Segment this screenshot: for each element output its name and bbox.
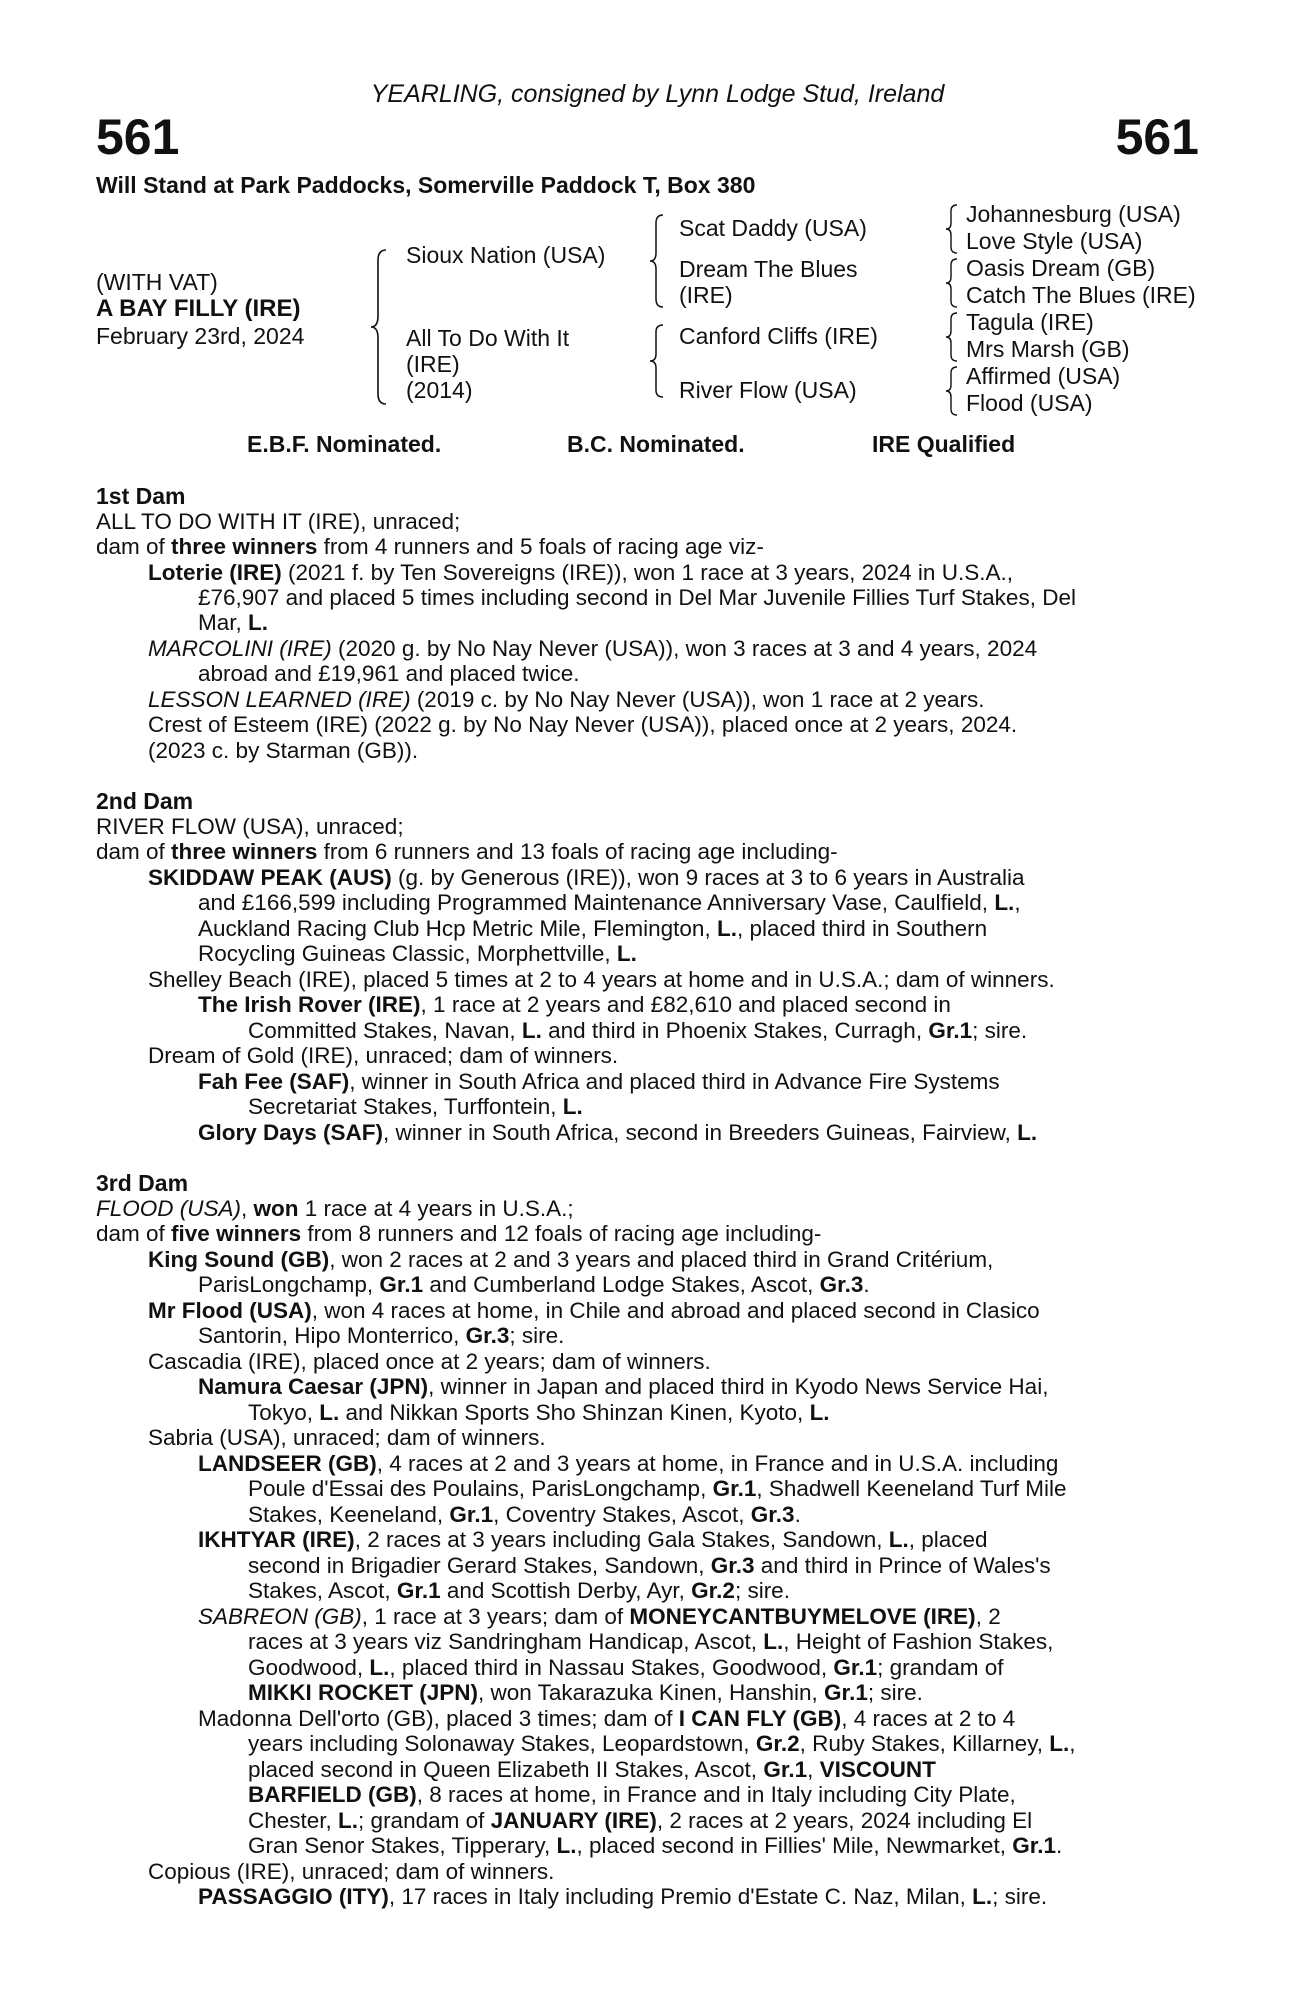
- ancestor-g3-6: Mrs Marsh (GB): [966, 336, 1130, 362]
- produce-ikhtyar-cont2: Stakes, Ascot, Gr.1 and Scottish Derby, Ayr, Gr.2; sire.: [248, 1578, 790, 1603]
- produce-glory-days: Glory Days (SAF), winner in South Africa, second in Breeders Guineas, Fairview, L.: [198, 1120, 1038, 1145]
- horse-name: A BAY FILLY (IRE): [96, 295, 301, 322]
- sire: Sioux Nation (USA): [406, 242, 606, 268]
- produce-sabreon: SABREON (GB), 1 race at 3 years; dam of MONEYCANTBUYMELOVE (IRE), 2: [198, 1604, 1001, 1629]
- produce-skiddaw-peak-cont3: Rocycling Guineas Classic, Morphettville, L.: [198, 941, 637, 966]
- produce-ikhtyar-cont: second in Brigadier Gerard Stakes, Sandown, Gr.3 and third in Prince of Wales's: [248, 1553, 1051, 1578]
- produce-fah-fee: Fah Fee (SAF), winner in South Africa and placed third in Advance Fire Systems: [198, 1069, 1000, 1094]
- produce-skiddaw-peak-cont: and £166,599 including Programmed Maintenance Anniversary Vase, Caulfield, L.,: [198, 890, 1021, 915]
- dam-line-1: All To Do With It: [406, 325, 570, 351]
- produce-namura-caesar: Namura Caesar (JPN), winner in Japan and placed third in Kyodo News Service Hai,: [198, 1374, 1049, 1399]
- produce-copious: Copious (IRE), unraced; dam of winners.: [148, 1859, 555, 1884]
- produce-madonna-dellorto-cont2: placed second in Queen Elizabeth II Stakes, Ascot, Gr.1, VISCOUNT: [248, 1757, 936, 1782]
- pedigree-brace-g3-1: [944, 203, 960, 255]
- produce-irish-rover-cont: Committed Stakes, Navan, L. and third in Phoenix Stakes, Curragh, Gr.1; sire.: [248, 1018, 1028, 1043]
- subtitle: YEARLING, consigned by Lynn Lodge Stud, Ireland: [370, 80, 945, 108]
- produce-namura-caesar-cont: Tokyo, L. and Nikkan Sports Sho Shinzan Kinen, Kyoto, L.: [248, 1400, 830, 1425]
- third-dam-line: FLOOD (USA), won 1 race at 4 years in U.S.A.;: [96, 1196, 574, 1221]
- produce-loterie-cont: £76,907 and placed 5 times including second in Del Mar Juvenile Fillies Turf Stakes, Del: [198, 585, 1076, 610]
- lot-number-left: 561: [96, 109, 180, 165]
- produce-king-sound-cont: ParisLongchamp, Gr.1 and Cumberland Lodge Stakes, Ascot, Gr.3.: [198, 1272, 870, 1297]
- pedigree-brace-main: [368, 248, 390, 406]
- third-dam-produce-summary: dam of five winners from 8 runners and 12 foals of racing age including-: [96, 1221, 822, 1246]
- produce-marcolini: MARCOLINI (IRE) (2020 g. by No Nay Never (USA)), won 3 races at 3 and 4 years, 2024: [148, 636, 1038, 661]
- pedigree-brace-sire: [648, 213, 666, 309]
- produce-landseer: LANDSEER (GB), 4 races at 2 and 3 years at home, in France and in U.S.A. including: [198, 1451, 1059, 1476]
- ancestor-g3-7: Affirmed (USA): [966, 363, 1121, 389]
- produce-ikhtyar: IKHTYAR (IRE), 2 races at 3 years including Gala Stakes, Sandown, L., placed: [198, 1527, 988, 1552]
- foaled-date: February 23rd, 2024: [96, 323, 305, 349]
- produce-loterie: Loterie (IRE) (2021 f. by Ten Sovereigns (IRE)), won 1 race at 3 years, 2024 in U.S.A.,: [148, 560, 1013, 585]
- first-dam-line: ALL TO DO WITH IT (IRE), unraced;: [96, 509, 461, 534]
- produce-crest-of-esteem: Crest of Esteem (IRE) (2022 g. by No Nay Never (USA)), placed once at 2 years, 2024.: [148, 712, 1018, 737]
- ancestor-g3-4: Catch The Blues (IRE): [966, 282, 1196, 308]
- produce-madonna-dellorto-cont4: Chester, L.; grandam of JANUARY (IRE), 2 races at 2 years, 2024 including El: [248, 1808, 1033, 1833]
- first-dam-title: 1st Dam: [96, 483, 186, 509]
- produce-sabreon-cont: races at 3 years viz Sandringham Handicap, Ascot, L., Height of Fashion Stakes,: [248, 1629, 1054, 1654]
- produce-shelley-beach: Shelley Beach (IRE), placed 5 times at 2 to 4 years at home and in U.S.A.; dam of winners.: [148, 967, 1055, 992]
- second-dam-produce-summary: dam of three winners from 6 runners and 13 foals of racing age including-: [96, 839, 838, 864]
- produce-skiddaw-peak-cont2: Auckland Racing Club Hcp Metric Mile, Flemington, L., placed third in Southern: [198, 916, 988, 941]
- produce-loterie-cont2: Mar, L.: [198, 610, 269, 635]
- produce-cascadia: Cascadia (IRE), placed once at 2 years; dam of winners.: [148, 1349, 711, 1374]
- produce-mr-flood: Mr Flood (USA), won 4 races at home, in Chile and abroad and placed second in Clasico: [148, 1298, 1040, 1323]
- second-dam-line: RIVER FLOW (USA), unraced;: [96, 814, 404, 839]
- pedigree-brace-dam: [648, 323, 666, 399]
- sire-sire: Scat Daddy (USA): [679, 215, 867, 241]
- pedigree-brace-g3-2: [944, 257, 960, 309]
- nomination-ire: IRE Qualified: [872, 431, 1016, 457]
- ancestor-g3-8: Flood (USA): [966, 390, 1093, 416]
- vat-label: (WITH VAT): [96, 269, 218, 295]
- dam-line-3: (2014): [406, 377, 473, 403]
- sire-dam-line-2: (IRE): [679, 282, 733, 308]
- produce-madonna-dellorto-cont5: Gran Senor Stakes, Tipperary, L., placed second in Fillies' Mile, Newmarket, Gr.1.: [248, 1833, 1063, 1858]
- produce-madonna-dellorto-cont3: BARFIELD (GB), 8 races at home, in France and in Italy including City Plate,: [248, 1782, 1016, 1807]
- produce-marcolini-cont: abroad and £19,961 and placed twice.: [198, 661, 580, 686]
- dam-dam: River Flow (USA): [679, 377, 857, 403]
- sire-dam-line-1: Dream The Blues: [679, 256, 858, 282]
- produce-lesson-learned: LESSON LEARNED (IRE) (2019 c. by No Nay Never (USA)), won 1 race at 2 years.: [148, 687, 985, 712]
- produce-madonna-dellorto: Madonna Dell'orto (GB), placed 3 times; dam of I CAN FLY (GB), 4 races at 2 to 4: [198, 1706, 1016, 1731]
- ancestor-g3-2: Love Style (USA): [966, 228, 1143, 254]
- nomination-bc: B.C. Nominated.: [567, 431, 745, 457]
- ancestor-g3-1: Johannesburg (USA): [966, 201, 1181, 227]
- produce-sabreon-cont3: MIKKI ROCKET (JPN), won Takarazuka Kinen, Hanshin, Gr.1; sire.: [248, 1680, 923, 1705]
- produce-mr-flood-cont: Santorin, Hipo Monterrico, Gr.3; sire.: [198, 1323, 565, 1348]
- produce-passaggio: PASSAGGIO (ITY), 17 races in Italy including Premio d'Estate C. Naz, Milan, L.; sire.: [198, 1884, 1048, 1909]
- nomination-ebf: E.B.F. Nominated.: [247, 431, 442, 457]
- dam-line-2: (IRE): [406, 351, 460, 377]
- produce-dream-of-gold: Dream of Gold (IRE), unraced; dam of winners.: [148, 1043, 619, 1068]
- ancestor-g3-5: Tagula (IRE): [966, 309, 1094, 335]
- pedigree-brace-g3-3: [944, 311, 960, 363]
- produce-fah-fee-cont: Secretariat Stakes, Turffontein, L.: [248, 1094, 583, 1119]
- pedigree-brace-g3-4: [944, 365, 960, 417]
- third-dam-title: 3rd Dam: [96, 1170, 189, 1196]
- second-dam-title: 2nd Dam: [96, 788, 194, 814]
- produce-king-sound: King Sound (GB), won 2 races at 2 and 3 years and placed third in Grand Critérium,: [148, 1247, 994, 1272]
- produce-sabria: Sabria (USA), unraced; dam of winners.: [148, 1425, 546, 1450]
- produce-landseer-cont2: Stakes, Keeneland, Gr.1, Coventry Stakes, Ascot, Gr.3.: [248, 1502, 801, 1527]
- produce-irish-rover: The Irish Rover (IRE), 1 race at 2 years and £82,610 and placed second in: [198, 992, 951, 1017]
- dam-sire: Canford Cliffs (IRE): [679, 323, 878, 349]
- produce-skiddaw-peak: SKIDDAW PEAK (AUS) (g. by Generous (IRE)), won 9 races at 3 to 6 years in Australia: [148, 865, 1025, 890]
- produce-madonna-dellorto-cont: years including Solonaway Stakes, Leopardstown, Gr.2, Ruby Stakes, Killarney, L.,: [248, 1731, 1076, 1756]
- first-dam-produce-summary: dam of three winners from 4 runners and 5 foals of racing age viz-: [96, 534, 764, 559]
- lot-number-right: 561: [1115, 109, 1199, 165]
- ancestor-g3-3: Oasis Dream (GB): [966, 255, 1156, 281]
- stand-location: Will Stand at Park Paddocks, Somerville Paddock T, Box 380: [96, 172, 756, 198]
- produce-landseer-cont: Poule d'Essai des Poulains, ParisLongchamp, Gr.1, Shadwell Keeneland Turf Mile: [248, 1476, 1067, 1501]
- produce-2023-colt: (2023 c. by Starman (GB)).: [148, 738, 419, 763]
- produce-sabreon-cont2: Goodwood, L., placed third in Nassau Stakes, Goodwood, Gr.1; grandam of: [248, 1655, 1004, 1680]
